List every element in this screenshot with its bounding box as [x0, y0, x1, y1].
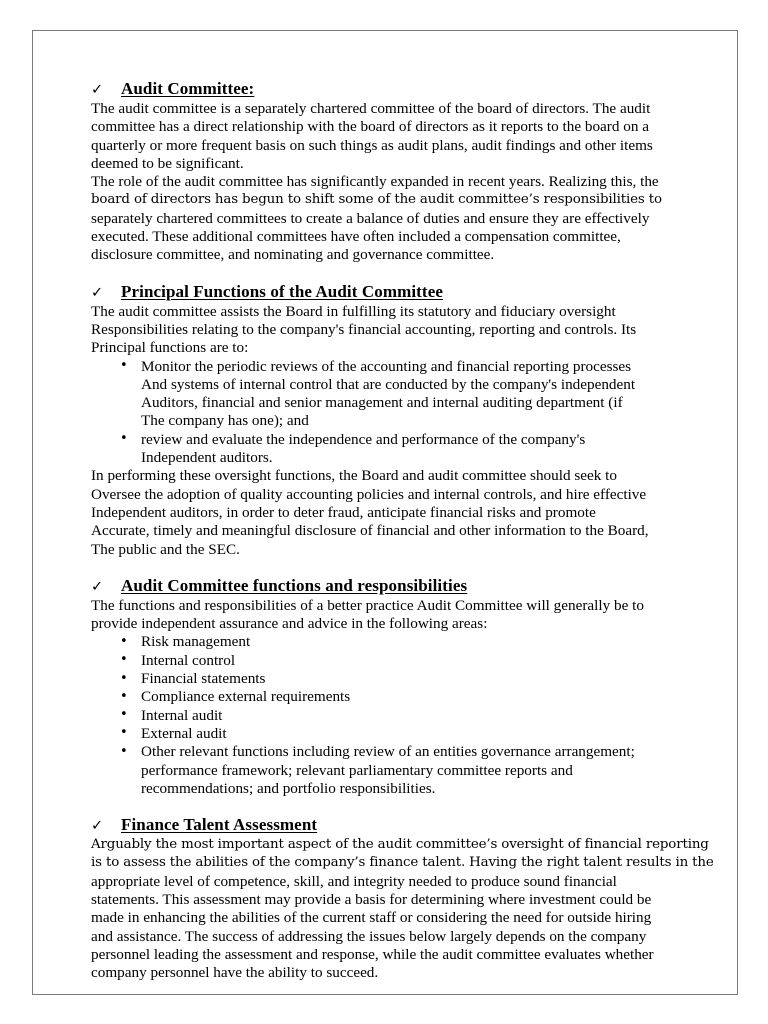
- text-line: Responsibilities relating to the company's financial accounting, reporting and controls. Its: [91, 320, 637, 338]
- heading-text: Audit Committee functions and responsibilities: [121, 575, 468, 595]
- section-principal-functions: [91, 282, 671, 559]
- list-item: [91, 358, 671, 431]
- text-line: company personnel have the ability to succeed.: [91, 964, 379, 982]
- text-line: appropriate level of competence, skill, and integrity needed to produce sound financial: [91, 872, 617, 890]
- spacer: [91, 265, 671, 282]
- list-item: [91, 633, 671, 651]
- text-line: quarterly or more frequent basis on such things as audit plans, audit findings and other items: [91, 136, 653, 154]
- bullet-list-principal-functions: [91, 358, 671, 468]
- text-line: • Risk management: [141, 633, 251, 651]
- text-line: • Financial statements: [141, 670, 266, 688]
- text-line: executed. These additional committees have often included a compensation committee,: [91, 228, 621, 246]
- text-line: is to assess the abilities of the company’s finance talent. Having the right talent results in the: [91, 855, 714, 871]
- list-item: [91, 670, 671, 688]
- text-line: The functions and responsibilities of a better practice Audit Committee will generally be to: [91, 596, 644, 614]
- paragraph-principal-functions-closing: [91, 467, 671, 558]
- document-content: [91, 79, 714, 982]
- text-line: Principal functions are to:: [91, 339, 249, 357]
- text-line: • review and evaluate the independence and performance of the company's: [141, 430, 586, 448]
- spacer: [91, 559, 671, 576]
- list-item: [91, 431, 671, 468]
- heading-text: Audit Committee:: [121, 79, 255, 98]
- text-line: • Other relevant functions including review of an entities governance arrangement;: [141, 743, 635, 761]
- text-line: Independent auditors.: [141, 449, 273, 467]
- section-audit-committee: [91, 79, 671, 265]
- list-item: [91, 707, 671, 725]
- text-line: In performing these oversight functions, the Board and audit committee should seek to: [91, 467, 617, 485]
- list-item: [91, 688, 671, 706]
- text-line: Arguably the most important aspect of the audit committee’s oversight of financial reporting: [91, 837, 709, 853]
- section-heading-principal-functions: [91, 282, 671, 302]
- text-line: • Monitor the periodic reviews of the accounting and financial reporting processes: [141, 357, 632, 375]
- checkmark-icon: ✓: [91, 82, 104, 98]
- section-functions-responsibilities: [91, 576, 671, 798]
- paragraph-audit-committee-2: [91, 173, 671, 264]
- text-line: The audit committee is a separately chartered committee of the board of directors. The audit: [91, 100, 651, 117]
- document-page: [32, 30, 738, 995]
- text-line: The public and the SEC.: [91, 540, 240, 558]
- section-finance-talent-assessment: [91, 815, 714, 982]
- text-line: provide independent assurance and advice in the following areas:: [91, 615, 488, 633]
- text-line: deemed to be significant.: [91, 154, 244, 172]
- heading-text: Finance Talent Assessment: [121, 815, 318, 835]
- text-line: personnel leading the assessment and response, while the audit committee evaluates whether: [91, 945, 654, 963]
- text-line: • External audit: [141, 724, 227, 742]
- list-item: [91, 743, 671, 798]
- checkmark-icon: ✓: [91, 818, 104, 835]
- checkmark-icon: ✓: [91, 578, 104, 595]
- heading-text: Principal Functions of the Audit Committee: [121, 281, 443, 301]
- text-line: statements. This assessment may provide a basis for determining where investment could be: [91, 890, 652, 908]
- text-line: • Internal control: [141, 651, 236, 669]
- list-item: [91, 725, 671, 743]
- text-line: made in enhancing the abilities of the current staff or considering the need for outside hiring: [91, 909, 652, 927]
- text-line: Independent auditors, in order to deter fraud, anticipate financial risks and promote: [91, 503, 596, 521]
- text-line: • Compliance external requirements: [141, 688, 351, 706]
- text-line: committee has a direct relationship with the board of directors as it reports to the board on a: [91, 118, 649, 136]
- list-item: [91, 652, 671, 670]
- text-line: • Internal audit: [141, 706, 223, 724]
- text-line: Accurate, timely and meaningful disclosure of financial and other information to the Board,: [91, 522, 649, 540]
- bullet-list-functions-responsibilities: [91, 633, 671, 798]
- text-line: and assistance. The success of addressing the issues below largely depends on the company: [91, 927, 647, 945]
- text-line: The company has one); and: [141, 412, 309, 430]
- section-heading-functions-responsibilities: [91, 576, 671, 596]
- text-line: disclosure committee, and nominating and governance committee.: [91, 246, 495, 264]
- text-line: The audit committee assists the Board in fulfilling its statutory and fiduciary oversight: [91, 302, 616, 320]
- paragraph-finance-talent-assessment: [91, 836, 714, 982]
- paragraph-principal-functions-intro: [91, 303, 671, 358]
- text-line: And systems of internal control that are conducted by the company's independent: [141, 375, 636, 393]
- text-line: Auditors, financial and senior management and internal auditing department (if: [141, 394, 623, 412]
- paragraph-audit-committee-1: [91, 100, 671, 173]
- text-line: board of directors has begun to shift some of the audit committee’s responsibilities to: [91, 192, 662, 208]
- text-line: The role of the audit committee has significantly expanded in recent years. Realizing this, the: [91, 173, 659, 191]
- section-heading-finance-talent-assessment: [91, 815, 671, 835]
- text-line: performance framework; relevant parliamentary committee reports and: [141, 761, 573, 779]
- text-line: recommendations; and portfolio responsibilities.: [141, 779, 436, 797]
- section-heading-audit-committee: [91, 79, 671, 99]
- checkmark-icon: ✓: [91, 284, 104, 301]
- spacer: [91, 798, 671, 815]
- text-line: Oversee the adoption of quality accounting policies and internal controls, and hire effective: [91, 485, 647, 503]
- text-line: separately chartered committees to create a balance of duties and ensure they are effectively: [91, 209, 650, 227]
- paragraph-functions-responsibilities-intro: [91, 597, 671, 634]
